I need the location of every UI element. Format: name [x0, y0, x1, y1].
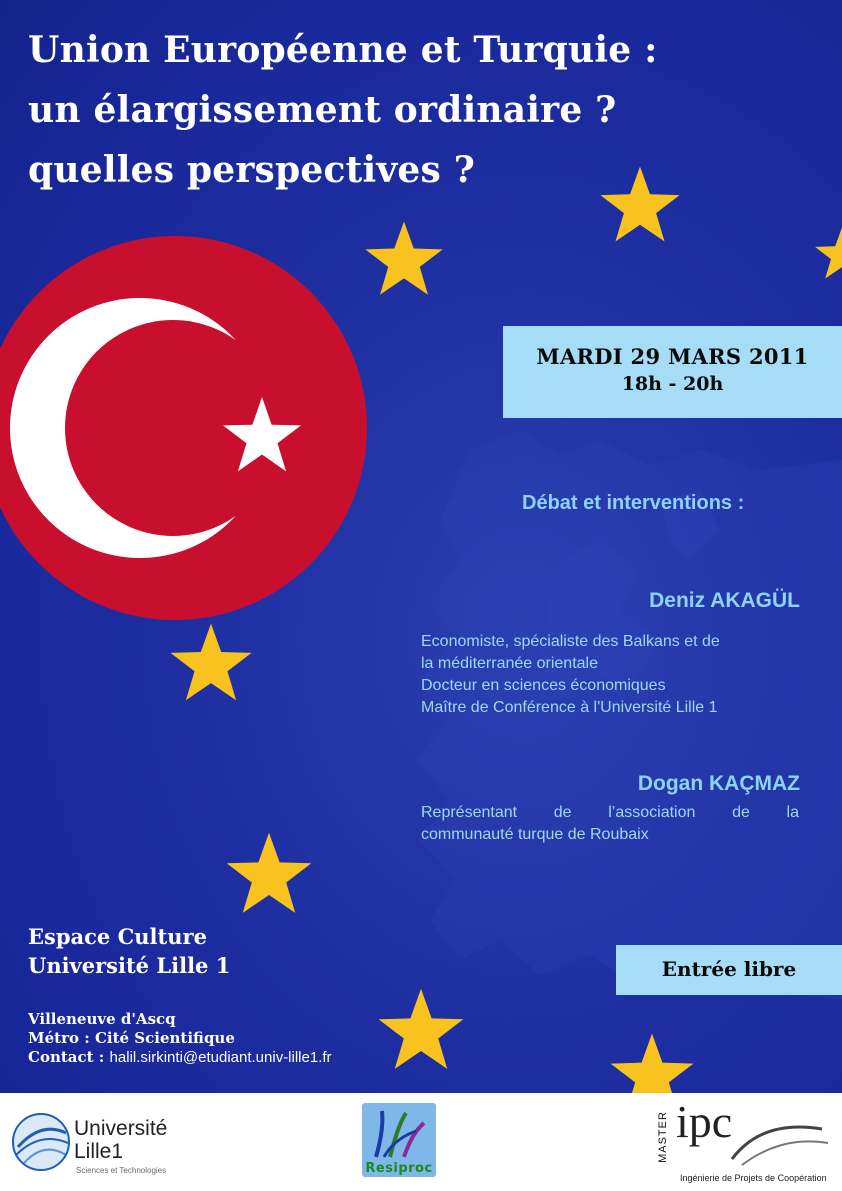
- ipc-subtitle: Ingénierie de Projets de Coopération: [680, 1173, 827, 1183]
- event-date-box: [503, 326, 842, 418]
- eu-star-icon: [222, 829, 316, 923]
- poster-title: [28, 20, 658, 200]
- speaker-description: [421, 631, 720, 719]
- ul1-name-line-2: Lille1: [74, 1140, 124, 1163]
- speaker-description-line: la méditerranée orientale: [421, 655, 598, 672]
- contact-label: Contact :: [28, 1048, 110, 1066]
- globe-icon: [10, 1111, 72, 1173]
- ipc-master-label: MASTER: [656, 1111, 669, 1163]
- resiproc-wordmark: Resiproc: [365, 1161, 433, 1176]
- eu-star-icon: [166, 620, 256, 710]
- master-ipc-logo: [652, 1096, 837, 1186]
- free-entry-badge: Entrée libre: [616, 945, 842, 995]
- title-line-3: quelles perspectives ?: [28, 149, 476, 191]
- venue: [28, 922, 230, 980]
- speaker-description-line: Economiste, spécialiste des Balkans et de: [421, 633, 720, 650]
- eu-star-icon: [374, 985, 468, 1079]
- ul1-tagline: Sciences et Technologies: [76, 1166, 167, 1175]
- resiproc-logo: [354, 1099, 444, 1181]
- event-time: 18h - 20h: [621, 373, 724, 395]
- debate-heading: Débat et interventions :: [522, 492, 745, 514]
- universite-lille1-logo: [10, 1103, 210, 1173]
- metro-label: Métro :: [28, 1029, 95, 1047]
- metro-value: Cité Scientifique: [94, 1029, 235, 1047]
- venue-line-1: Espace Culture: [28, 924, 207, 949]
- ipc-swoosh-icon: [722, 1109, 832, 1169]
- eu-star-icon: [361, 218, 447, 304]
- metro-row: [28, 1029, 332, 1048]
- ipc-wordmark: ipc: [676, 1096, 733, 1147]
- title-line-1: Union Européenne et Turquie :: [28, 29, 658, 71]
- ul1-name-line-1: Université: [74, 1117, 168, 1140]
- event-date: MARDI 29 MARS 2011: [536, 344, 809, 369]
- speaker-description-line: Docteur en sciences économiques: [421, 677, 666, 694]
- contact-email-link[interactable]: halil.sirkinti@etudiant.univ-lille1.fr: [109, 1049, 332, 1066]
- speaker-name: Dogan KAÇMAZ: [637, 772, 800, 795]
- eu-star-icon: [812, 225, 842, 285]
- venue-line-2: Université Lille 1: [28, 953, 231, 978]
- eu-star-icon: [606, 1030, 698, 1093]
- speaker-description-line: communauté turque de Roubaix: [421, 826, 649, 843]
- sponsor-footer: [0, 1093, 842, 1191]
- speaker-description-line: Représentant de l’association de la: [421, 804, 799, 821]
- title-line-2: un élargissement ordinaire ?: [28, 89, 617, 131]
- speaker-description-line: Maître de Conférence à l'Université Lille 1: [421, 699, 718, 716]
- contact-row: [28, 1048, 332, 1067]
- speaker-description: [421, 802, 799, 846]
- practical-info: [28, 1010, 332, 1067]
- city: Villeneuve d'Ascq: [28, 1010, 176, 1028]
- speaker-name: Deniz AKAGÜL: [649, 589, 800, 612]
